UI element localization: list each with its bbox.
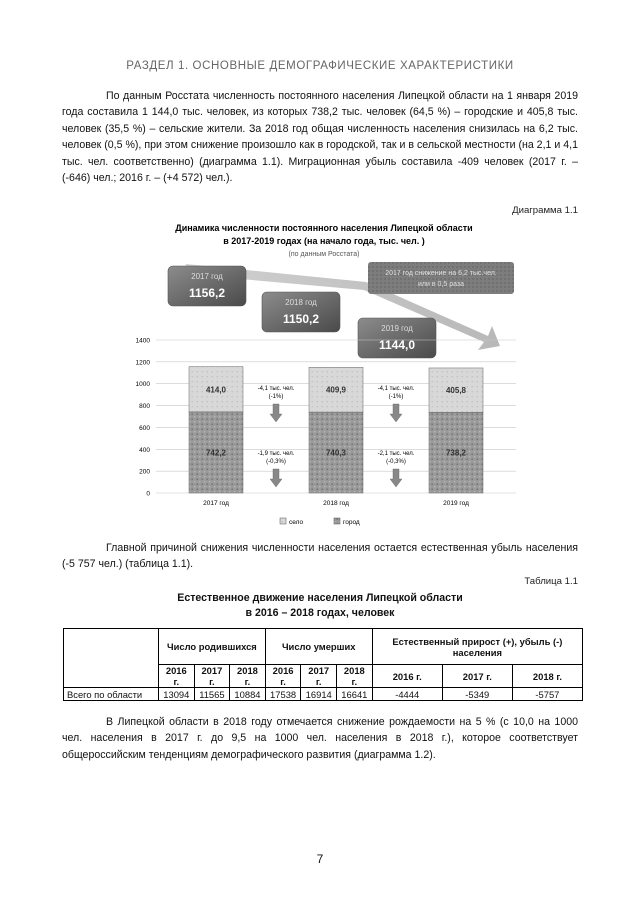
total-year-label: 2019 год	[381, 324, 413, 333]
paragraph-natural-decline: Главной причиной снижения численности населения остается естественная убыль населения (-5 757 чел.) (таблица 1.1).	[62, 542, 578, 571]
legend-label-city: город	[343, 519, 360, 526]
total-value: 1156,2	[188, 286, 226, 300]
paragraph-birth-rate: В Липецкой области в 2018 году отмечается снижение рождаемости на 5 % (с 10,0 на 1000 чел. населения в 2017 г. до 9,5 на 1000 чел. населения в 2018 г.), которое соответствует общероссийским тенденциям демографического развития (диаграмма 1.2).	[62, 716, 578, 761]
change-label: -2,1 тыс. чел.	[377, 451, 415, 457]
table-row	[64, 688, 583, 701]
year-header: 2016 г.	[265, 665, 301, 688]
year-header: 2017 г.	[194, 665, 230, 688]
y-tick-label: 1400	[135, 337, 150, 345]
table-cell: -5757	[512, 688, 582, 701]
change-percent-label: (-0,3%)	[266, 459, 286, 465]
population-chart	[116, 218, 524, 536]
table-cell: 11565	[194, 688, 230, 701]
banner-text: или в 0,5 раза	[418, 281, 464, 288]
chart-legend	[280, 518, 360, 526]
change-percent-label: (-1%)	[268, 394, 284, 400]
value-label-rural: 414,0	[205, 385, 227, 395]
x-tick-label: 2018 год	[323, 500, 349, 507]
change-label: -4,1 тыс. чел.	[377, 386, 415, 392]
banner-text: 2017 год снижение на 6,2 тыс.чел.	[385, 270, 497, 277]
change-percent-label: (-1%)	[388, 394, 404, 400]
header-natural-change: Естественный прирост (+), убыль (-) населения	[372, 629, 582, 665]
x-tick-label: 2019 год	[443, 500, 469, 507]
year-header: 2016 г.	[372, 665, 442, 688]
y-tick-label: 0	[146, 490, 150, 498]
table-cell: 16641	[337, 688, 373, 701]
table-cell: 16914	[301, 688, 337, 701]
diagram-caption: Диаграмма 1.1	[512, 205, 578, 216]
table-cell: -5349	[442, 688, 512, 701]
page-title: РАЗДЕЛ 1. ОСНОВНЫЕ ДЕМОГРАФИЧЕСКИЕ ХАРАКТЕРИСТИКИ	[126, 60, 514, 72]
row-label: Всего по области	[64, 688, 159, 701]
table-cell: -4444	[372, 688, 442, 701]
legend-label-rural: село	[289, 519, 304, 526]
table-title-line2: в 2016 – 2018 годах, человек	[245, 607, 395, 619]
value-label-city: 738,2	[445, 448, 467, 458]
table-caption: Таблица 1.1	[524, 576, 578, 587]
total-year-label: 2018 год	[285, 298, 317, 307]
year-header: 2018 г.	[337, 665, 373, 688]
chart-subtitle: в 2017-2019 годах (на начало года, тыс. чел. )	[223, 236, 425, 246]
y-tick-label: 800	[139, 403, 150, 411]
total-value: 1144,0	[378, 338, 416, 352]
down-arrow-icon	[390, 469, 402, 487]
natural-movement-table	[63, 628, 583, 701]
change-percent-label: (-0,3%)	[386, 459, 406, 465]
header-deaths: Число умерших	[265, 629, 372, 665]
table-cell: 10884	[230, 688, 266, 701]
change-label: -1,9 тыс. чел.	[257, 451, 295, 457]
decline-banner	[368, 262, 514, 294]
year-header: 2017 г.	[301, 665, 337, 688]
paragraph-population: По данным Росстата численность постоянного населения Липецкой области на 1 января 2019 года составила 1 144,0 тыс. человек, из которых 738,2 тыс. человек (64,5 %) – городские и 405,8 тыс. человек (35,5 %) – сельские жители. За 2018 год общая численность населения снизилась на 6,2 тыс. человек (0,5 %), при этом снижение произошло как в городской, так и в сельской местности (на 2,1 и 4,1 тыс. чел. соответственно) (диаграмма 1.1). Миграционная убыль составила -409 человек (2017 г. – (-646) чел.; 2016 г. – (+4 572) чел.).	[62, 90, 578, 185]
y-tick-label: 1200	[135, 359, 150, 367]
value-label-rural: 405,8	[445, 386, 467, 396]
year-header: 2018 г.	[230, 665, 266, 688]
table-title-line1: Естественное движение населения Липецкой области	[177, 592, 463, 604]
y-tick-label: 600	[139, 424, 150, 432]
value-label-city: 740,3	[325, 448, 347, 458]
down-arrow-icon	[390, 404, 402, 422]
table-cell: 17538	[265, 688, 301, 701]
value-label-city: 742,2	[205, 448, 227, 458]
y-tick-label: 400	[139, 446, 150, 454]
total-value: 1150,2	[282, 312, 320, 326]
header-births: Число родившихся	[159, 629, 266, 665]
page-number: 7	[316, 852, 324, 866]
y-tick-label: 200	[139, 468, 150, 476]
x-tick-label: 2017 год	[203, 500, 229, 507]
change-label: -4,1 тыс. чел.	[257, 386, 295, 392]
total-year-label: 2017 год	[191, 272, 223, 281]
chart-source-note: (по данным Росстата)	[288, 251, 360, 258]
year-header: 2018 г.	[512, 665, 582, 688]
y-tick-label: 1000	[135, 381, 150, 389]
down-arrow-icon	[270, 404, 282, 422]
value-label-rural: 409,9	[325, 385, 347, 395]
down-arrow-icon	[270, 469, 282, 487]
year-header: 2016 г.	[159, 665, 195, 688]
year-header: 2017 г.	[442, 665, 512, 688]
table-cell: 13094	[159, 688, 195, 701]
chart-title: Динамика численности постоянного населения Липецкой области	[175, 223, 473, 233]
table-corner-cell	[64, 629, 159, 688]
